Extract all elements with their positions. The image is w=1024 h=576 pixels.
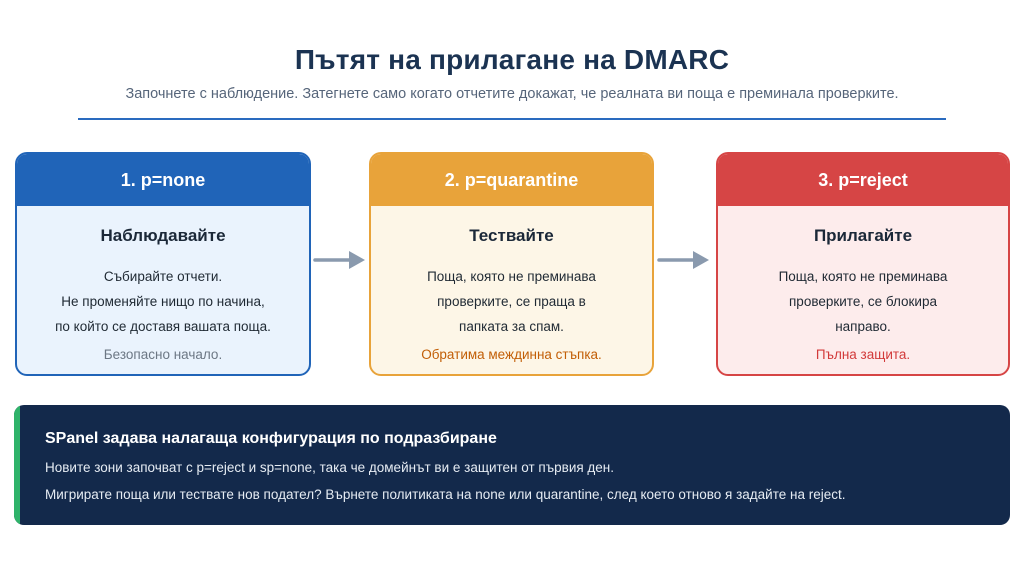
banner-text-line: Новите зони започват с p=reject и sp=none, така че домейнът ви е защитен от първия ден. <box>45 460 615 475</box>
step-note: Безопасно начало. <box>103 347 223 362</box>
step-card-reject <box>716 152 1010 376</box>
step-description-line: Събирайте отчети. <box>103 269 223 284</box>
banner-accent-bar <box>14 405 20 525</box>
step-description-line: Поща, която не преминава <box>778 269 948 284</box>
banner-text-line: Мигрирате поща или тествате нов подател? Върнете политиката на none или quarantine, след което отново я задайте на reject. <box>45 487 846 502</box>
step-note: Обратима междинна стъпка. <box>421 347 602 362</box>
banner-title: SPanel задава налагаща конфигурация по подразбиране <box>45 430 497 447</box>
step-label: 2. p=quarantine <box>371 154 652 206</box>
step-heading: Тествайте <box>469 226 554 245</box>
page-subtitle: Започнете с наблюдение. Затегнете само когато отчетите докажат, че реалната ви поща е преминала проверките. <box>125 86 899 102</box>
step-card-none <box>15 152 311 376</box>
step-note: Пълна защита. <box>815 347 911 362</box>
step-description-line: по който се доставя вашата поща. <box>55 319 271 334</box>
arrow-right-icon <box>657 248 711 272</box>
page-title: Пътят на прилагане на DMARC <box>294 44 730 75</box>
step-heading: Наблюдавайте <box>100 226 226 245</box>
step-heading: Прилагайте <box>813 226 913 245</box>
step-label: 3. p=reject <box>718 154 1008 206</box>
arrow-right-icon <box>313 248 367 272</box>
step-description-line: проверките, се блокира <box>789 294 937 309</box>
step-label: 1. p=none <box>17 154 309 206</box>
step-description-line: направо. <box>835 319 891 334</box>
step-description-line: Не променяйте нищо по начина, <box>61 294 265 309</box>
info-banner <box>14 405 1010 525</box>
title-divider <box>78 118 946 120</box>
step-description-line: проверките, се праща в <box>437 294 586 309</box>
step-description-line: Поща, която не преминава <box>427 269 596 284</box>
step-description-line: папката за спам. <box>459 319 564 334</box>
step-card-quarantine <box>369 152 654 376</box>
